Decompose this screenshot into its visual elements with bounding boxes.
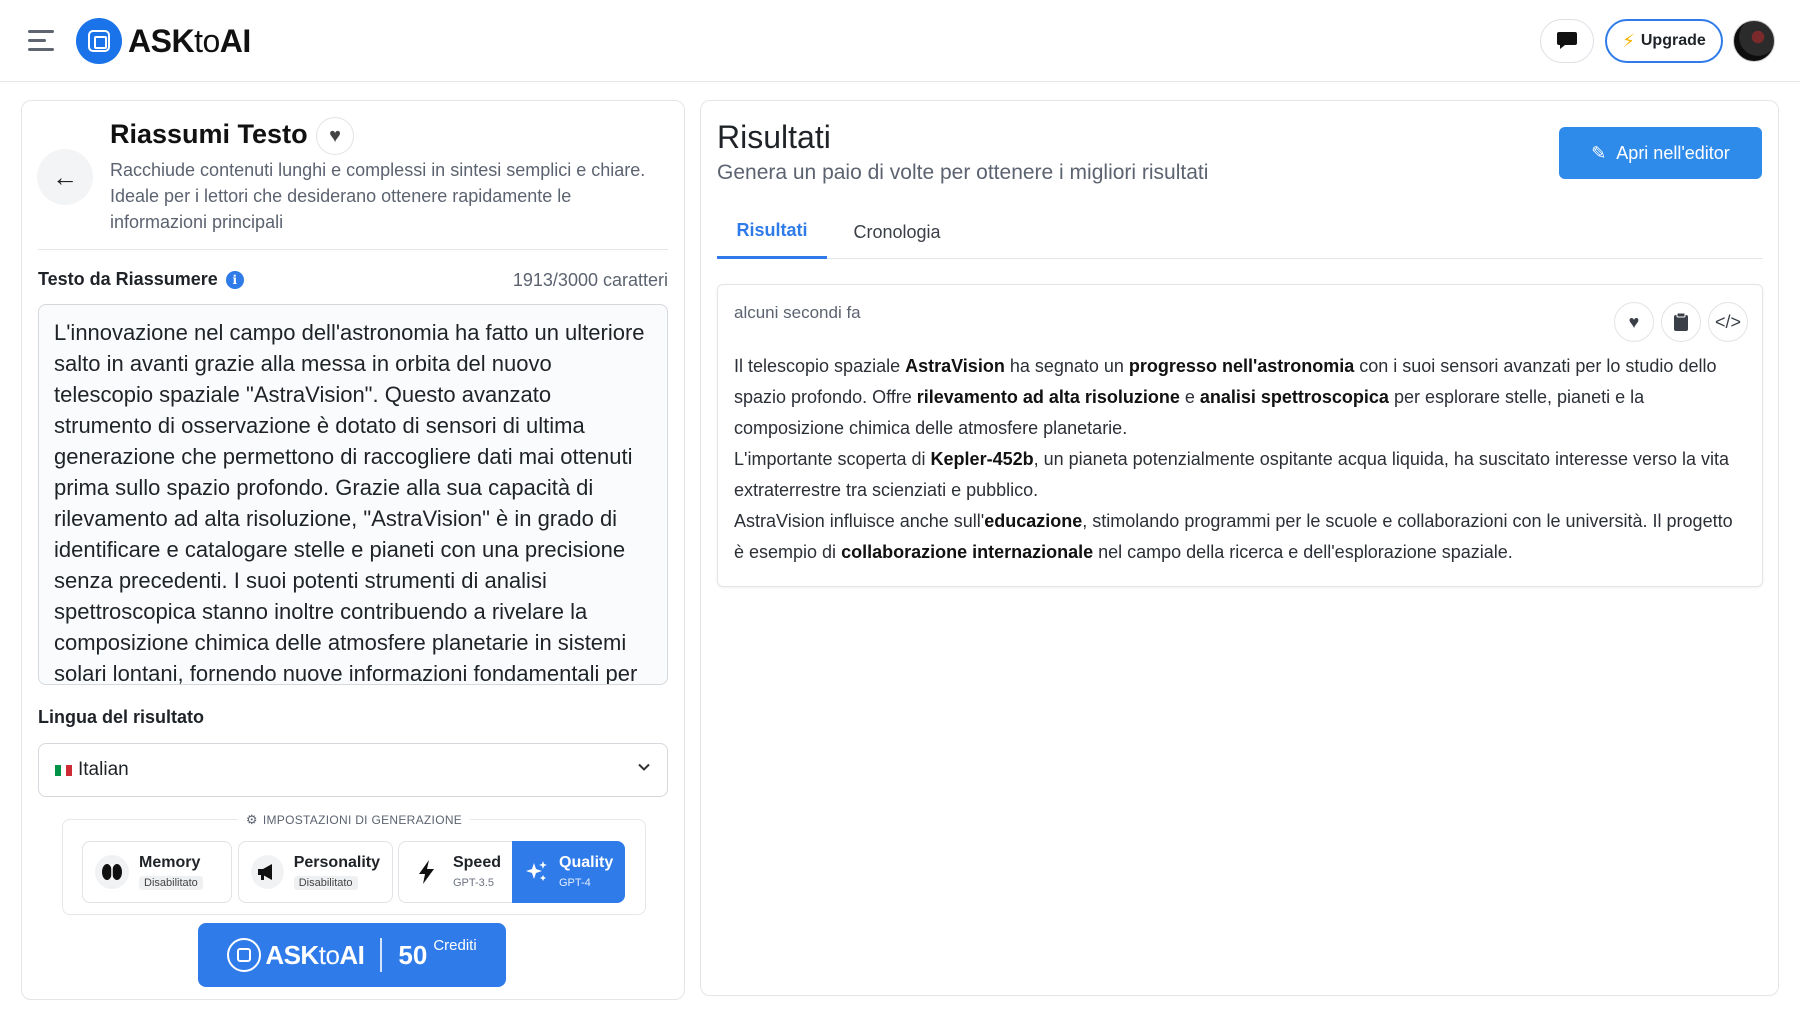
text-segment: AstraVision influisce anche sull': [734, 511, 985, 531]
input-label: Testo da Riassumere i: [38, 269, 244, 290]
top-bar: [0, 0, 1800, 82]
tool-title: Riassumi Testo: [110, 119, 308, 149]
logo-chip-icon: [76, 18, 122, 64]
text-segment: , stimolando programmi per le scuole e collaborazioni con le università. Il progetto è esempio di: [734, 511, 1733, 562]
results-tabs: [717, 205, 1763, 259]
button-separator: [380, 938, 382, 972]
tool-description: Racchiude contenuti lunghi e complessi in sintesi semplici e chiare. Ideale per i lettori che desiderano ottenere rapidamente le informazioni principali: [110, 160, 646, 232]
generate-brand: ASKtoAI: [265, 939, 365, 970]
chat-button[interactable]: [1540, 19, 1594, 63]
megaphone-icon: [251, 855, 284, 889]
result-card: [717, 284, 1763, 587]
credits-count: 50: [398, 939, 428, 970]
divider: [38, 249, 668, 250]
tool-panel: [21, 100, 685, 1000]
heart-icon: ♥: [1628, 311, 1640, 332]
gear-icon: ⚙: [245, 812, 258, 827]
text-segment: e: [1179, 387, 1200, 407]
language-label: Lingua del risultato: [38, 707, 205, 727]
credits-label: Crediti: [433, 937, 477, 954]
language-select[interactable]: [38, 743, 668, 797]
hamburger-menu-icon[interactable]: [28, 30, 54, 52]
result-actions: [1614, 302, 1748, 342]
generation-settings-title: ⚙ IMPOSTAZIONI DI GENERAZIONE: [238, 812, 470, 828]
pencil-icon: ✎: [1591, 142, 1607, 163]
result-text: [734, 351, 1744, 568]
results-subtitle: Genera un paio di volte per ottenere i migliori risultati: [717, 161, 1209, 184]
app-logo[interactable]: [76, 18, 251, 64]
personality-option[interactable]: Personality Disabilitato: [238, 841, 393, 903]
results-panel: [700, 100, 1779, 996]
text-segment: L'importante scoperta di: [734, 449, 931, 469]
upgrade-button[interactable]: [1605, 19, 1723, 63]
text-input[interactable]: [38, 304, 668, 685]
lightning-bolt-icon: [411, 855, 443, 889]
text-segment: per esplorare stelle, pianeti e la composizione chimica delle atmosfere planetarie.: [734, 387, 1645, 438]
sparkles-icon: [525, 855, 549, 889]
user-avatar[interactable]: [1733, 20, 1775, 62]
upgrade-label: Upgrade: [1640, 32, 1706, 49]
result-paragraph: [734, 351, 1744, 444]
speed-option[interactable]: Speed GPT-3.5: [398, 841, 513, 903]
copy-button[interactable]: [1661, 302, 1701, 342]
language-value: Italian: [78, 759, 129, 780]
embed-code-button[interactable]: [1708, 302, 1748, 342]
highlighted-term: collaborazione internazionale: [841, 542, 1094, 562]
chat-bubble-icon: [1556, 31, 1578, 51]
text-segment: Il telescopio spaziale: [734, 356, 906, 376]
code-icon: </>: [1714, 311, 1742, 332]
highlighted-term: educazione: [984, 511, 1083, 531]
text-segment: con i suoi sensori avanzati per lo studio dello spazio profondo. Offre: [734, 356, 1717, 407]
chevron-down-icon: [637, 760, 651, 774]
tab-results[interactable]: Risultati: [717, 205, 827, 259]
back-arrow-button[interactable]: [37, 149, 93, 205]
highlighted-term: analisi spettroscopica: [1199, 387, 1389, 407]
info-icon[interactable]: i: [226, 271, 244, 289]
italy-flag-icon: [55, 765, 72, 776]
generate-button[interactable]: [198, 923, 506, 987]
logo-chip-icon: [227, 938, 261, 972]
favorite-result-button[interactable]: [1614, 302, 1654, 342]
heart-icon: ♥: [329, 124, 341, 147]
open-editor-button[interactable]: ✎ Apri nell'editor: [1559, 127, 1762, 179]
memory-option[interactable]: Memory Disabilitato: [82, 841, 232, 903]
brain-icon: [95, 855, 129, 889]
result-timestamp: alcuni secondi fa: [734, 303, 861, 322]
result-paragraph: [734, 444, 1744, 506]
highlighted-term: AstraVision: [905, 356, 1005, 376]
logo-text: ASKtoAI: [128, 22, 251, 59]
lightning-icon: ⚡: [1622, 30, 1635, 51]
text-segment: ha segnato un: [1004, 356, 1129, 376]
tab-history[interactable]: Cronologia: [853, 221, 941, 242]
quality-option[interactable]: Quality GPT-4: [512, 841, 625, 903]
highlighted-term: rilevamento ad alta risoluzione: [916, 387, 1180, 407]
highlighted-term: Kepler-452b: [930, 449, 1034, 469]
favorite-button[interactable]: [316, 117, 354, 155]
clipboard-icon: [1673, 312, 1689, 332]
text-segment: , un pianeta potenzialmente ospitante acqua liquida, ha suscitato interesse verso la vita extraterrestre tra scienziati e pubblico.: [734, 449, 1730, 500]
text-segment: nel campo della ricerca e dell'esplorazione spaziale.: [1093, 542, 1513, 562]
arrow-left-icon: ←: [52, 161, 78, 192]
results-title: Risultati: [717, 119, 831, 155]
result-paragraph: [734, 506, 1744, 568]
char-counter: 1913/3000 caratteri: [512, 270, 668, 290]
highlighted-term: progresso nell'astronomia: [1128, 356, 1355, 376]
